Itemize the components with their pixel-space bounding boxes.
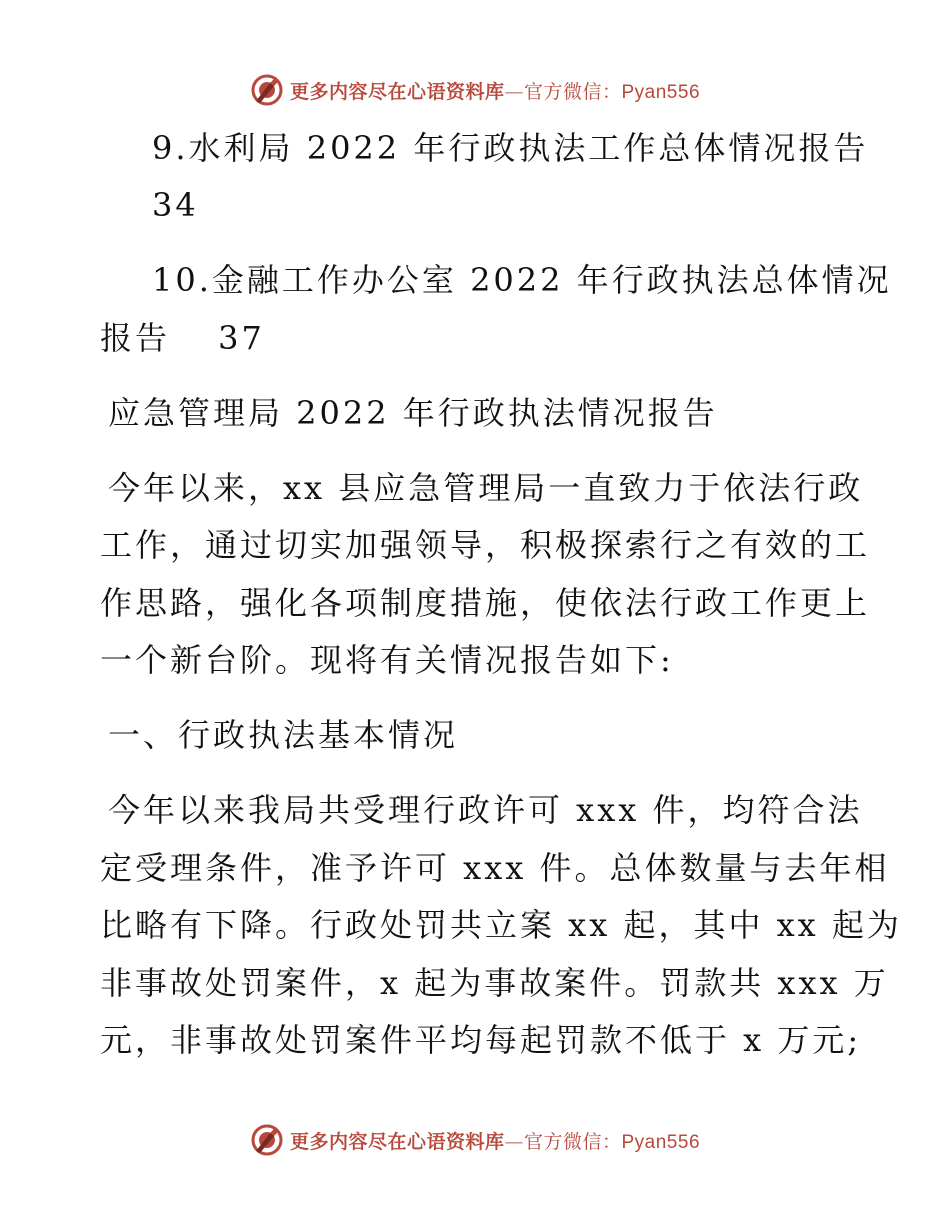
document-title: 应急管理局 2022 年行政执法情况报告 xyxy=(108,394,718,432)
paragraph-line: 比略有下降。行政处罚共立案 xx 起，其中 xx 起为 xyxy=(100,906,902,944)
toc-entry-9-title: 9.水利局 2022 年行政执法工作总体情况报告 xyxy=(152,129,869,167)
paragraph-line: 今年以来，xx 县应急管理局一直致力于依法行政 xyxy=(108,469,864,507)
toc-entry-10-title: 10.金融工作办公室 2022 年行政执法总体情况 xyxy=(152,261,892,299)
paragraph-line: 工作，通过切实加强领导，积极探索行之有效的工 xyxy=(100,526,871,564)
header-watermark xyxy=(0,70,950,110)
section-heading: 一、行政执法基本情况 xyxy=(108,716,459,754)
toc-entry-10-page: 报告 37 xyxy=(100,319,265,357)
paragraph-line: 今年以来我局共受理行政许可 xxx 件，均符合法 xyxy=(108,791,863,829)
paragraph-line: 定受理条件，准予许可 xxx 件。总体数量与去年相 xyxy=(100,849,890,887)
watermark-text: 更多内容尽在心语资料库—官方微信：Pyan556 xyxy=(289,1130,701,1153)
paragraph-line: 一个新台阶。现将有关情况报告如下: xyxy=(100,641,674,679)
paragraph-line: 元，非事故处罚案件平均每起罚款不低于 x 万元; xyxy=(100,1021,862,1059)
paragraph-line: 非事故处罚案件，x 起为事故案件。罚款共 xxx 万 xyxy=(100,964,889,1002)
toc-entry-9-page: 34 xyxy=(152,186,199,224)
footer-watermark xyxy=(0,1120,950,1160)
pen-circle-logo-icon xyxy=(250,1123,284,1157)
pen-circle-logo-icon xyxy=(250,73,284,107)
watermark-text: 更多内容尽在心语资料库—官方微信：Pyan556 xyxy=(289,80,701,103)
paragraph-line: 作思路，强化各项制度措施，使依法行政工作更上 xyxy=(100,584,871,622)
